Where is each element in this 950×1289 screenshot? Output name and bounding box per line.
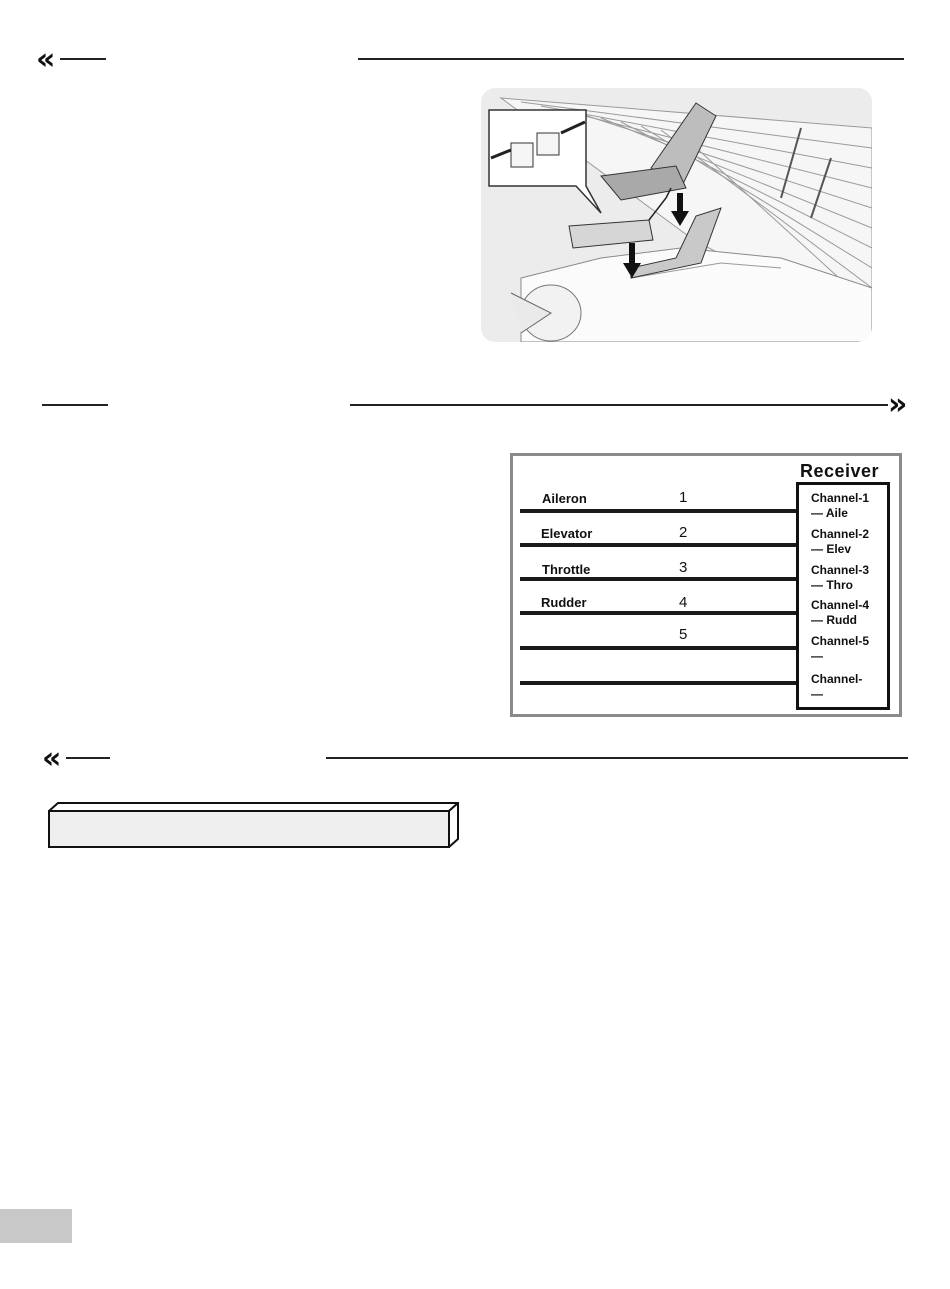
- channel-number-1: 1: [679, 489, 688, 506]
- channel-abbr: — Aile: [811, 506, 848, 520]
- wire-6: [520, 681, 796, 685]
- channel-number-5: 5: [679, 626, 688, 643]
- channel-abbr: — Elev: [811, 542, 852, 556]
- section-3-long-rule: [326, 757, 908, 759]
- receiver-channel-6: [811, 672, 862, 702]
- channel-name: Channel-: [811, 672, 863, 686]
- function-label-1: Aileron: [542, 491, 587, 506]
- channel-abbr: —: [811, 649, 823, 663]
- wire-2: [520, 543, 796, 547]
- battery-install-figure: [481, 88, 872, 342]
- receiver-title: Receiver: [800, 461, 880, 481]
- airplane-battery-illustration: [481, 88, 872, 342]
- channel-name: Channel-4: [811, 598, 870, 612]
- section-3-short-rule: [66, 757, 110, 759]
- receiver-channel-5: [811, 634, 869, 664]
- double-chevron-left-icon: «: [42, 741, 62, 776]
- wire-5: [520, 646, 796, 650]
- double-chevron-left-icon: «: [36, 42, 56, 77]
- receiver-channel-4: [811, 598, 869, 628]
- wire-1: [520, 509, 796, 513]
- channel-name: Channel-5: [811, 634, 870, 648]
- wire-3: [520, 577, 796, 581]
- channel-abbr: —: [811, 687, 823, 701]
- function-label-3: Throttle: [542, 562, 591, 577]
- channel-number-3: 3: [679, 559, 688, 576]
- channel-abbr: — Thro: [811, 578, 853, 592]
- function-label-2: Elevator: [541, 526, 593, 541]
- function-label-4: Rudder: [541, 595, 587, 610]
- wire-4: [520, 611, 796, 615]
- page-number-tab: [0, 1209, 72, 1243]
- channel-number-4: 4: [679, 594, 688, 611]
- channel-name: Channel-3: [811, 563, 870, 577]
- section-1-short-rule: [60, 58, 106, 60]
- channel-abbr: — Rudd: [811, 613, 857, 627]
- section-2-short-rule: [42, 404, 108, 406]
- receiver-channel-3: [811, 563, 869, 593]
- channel-number-2: 2: [679, 524, 688, 541]
- channel-name: Channel-1: [811, 491, 870, 505]
- section-1-long-rule: [358, 58, 904, 60]
- double-chevron-right-icon: »: [888, 387, 908, 422]
- channel-name: Channel-2: [811, 527, 870, 541]
- receiver-channel-1: [811, 491, 869, 521]
- section-2-long-rule: [350, 404, 888, 406]
- tip-box: [48, 802, 459, 848]
- receiver-channel-2: [811, 527, 869, 557]
